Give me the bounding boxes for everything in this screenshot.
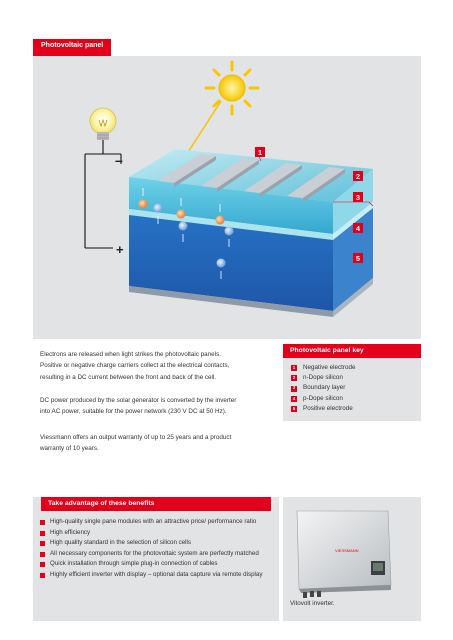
plus-sign: + <box>116 242 124 257</box>
key-number-badge: 1 <box>292 365 296 370</box>
key-label: p-Dope silicon <box>303 394 343 402</box>
intro-paragraph: Electrons are released when light strikes the photovoltaic panels. Positive or negative charge carriers collect at the electrical contacts, resulting in a DC current between the front and back of the cell. <box>40 351 230 381</box>
key-number-badge: 4 <box>292 395 296 401</box>
panel-key-list <box>291 363 356 414</box>
key-number-badge: 5 <box>292 405 296 411</box>
benefit-item <box>40 559 276 570</box>
benefit-text: Quick installation through simple plug-in connection of cables <box>50 560 218 568</box>
inverter-caption: Vitovolt inverter. <box>290 600 335 607</box>
benefit-item <box>40 528 276 539</box>
warranty-paragraph: Viessmann offers an output warranty of up to 25 years and a product warranty of 10 years. <box>40 434 232 453</box>
panel-title: Photovoltaic panel <box>33 39 111 56</box>
key-label: Negative electrode <box>303 364 356 371</box>
benefit-text: High efficiency <box>50 528 91 536</box>
marker-5: 5 <box>355 254 361 263</box>
panel-key-title: Photovoltaic panel key <box>283 344 421 358</box>
bullet-square-icon <box>40 531 45 536</box>
benefits-list <box>40 517 276 581</box>
key-item <box>291 373 356 383</box>
marker-1: 1 <box>257 148 263 157</box>
benefit-text: All necessary components for the photovoltaic system are perfectly matched <box>50 549 259 557</box>
key-item <box>291 363 356 373</box>
bullet-square-icon <box>40 562 45 567</box>
minus-sign: – <box>115 152 123 168</box>
key-label: n-Dope silicon <box>303 374 343 382</box>
benefit-text: Highly efficient inverter with display – optional data capture via remote display <box>50 570 263 578</box>
bullet-square-icon <box>40 520 45 525</box>
key-label: Positive electrode <box>303 404 353 412</box>
marker-3: 3 <box>355 193 361 202</box>
key-item <box>291 383 356 393</box>
bullet-square-icon <box>40 573 45 578</box>
benefit-text: High quality standard in the selection of silicon cells <box>50 539 192 547</box>
solar-cell-diagram <box>33 56 421 339</box>
key-number-badge: 3 <box>292 385 296 391</box>
inverter-brand-logo: VIESSMANN <box>335 548 359 553</box>
sun-icon <box>206 62 258 114</box>
marker-2: 2 <box>355 172 361 181</box>
key-item <box>291 394 356 404</box>
benefits-title: Take advantage of these benefits <box>41 497 271 511</box>
bullet-square-icon <box>40 552 45 557</box>
benefit-item <box>40 538 276 549</box>
key-number-badge: 2 <box>292 375 296 381</box>
marker-4: 4 <box>355 224 361 233</box>
benefit-text: High-quality single pane modules with an attractive price/ performance ratio <box>50 518 257 525</box>
key-item <box>291 404 356 414</box>
light-bulb-icon <box>90 108 116 140</box>
bullet-square-icon <box>40 541 45 546</box>
benefit-item <box>40 570 276 581</box>
benefit-item <box>40 549 276 560</box>
key-label: Boundary layer <box>303 384 346 392</box>
benefit-item <box>40 517 276 528</box>
conversion-paragraph: DC power produced by the solar generator is converted by the inverter into AC power, suitable for the power network (230 V DC at 50 Hz). <box>40 397 237 416</box>
